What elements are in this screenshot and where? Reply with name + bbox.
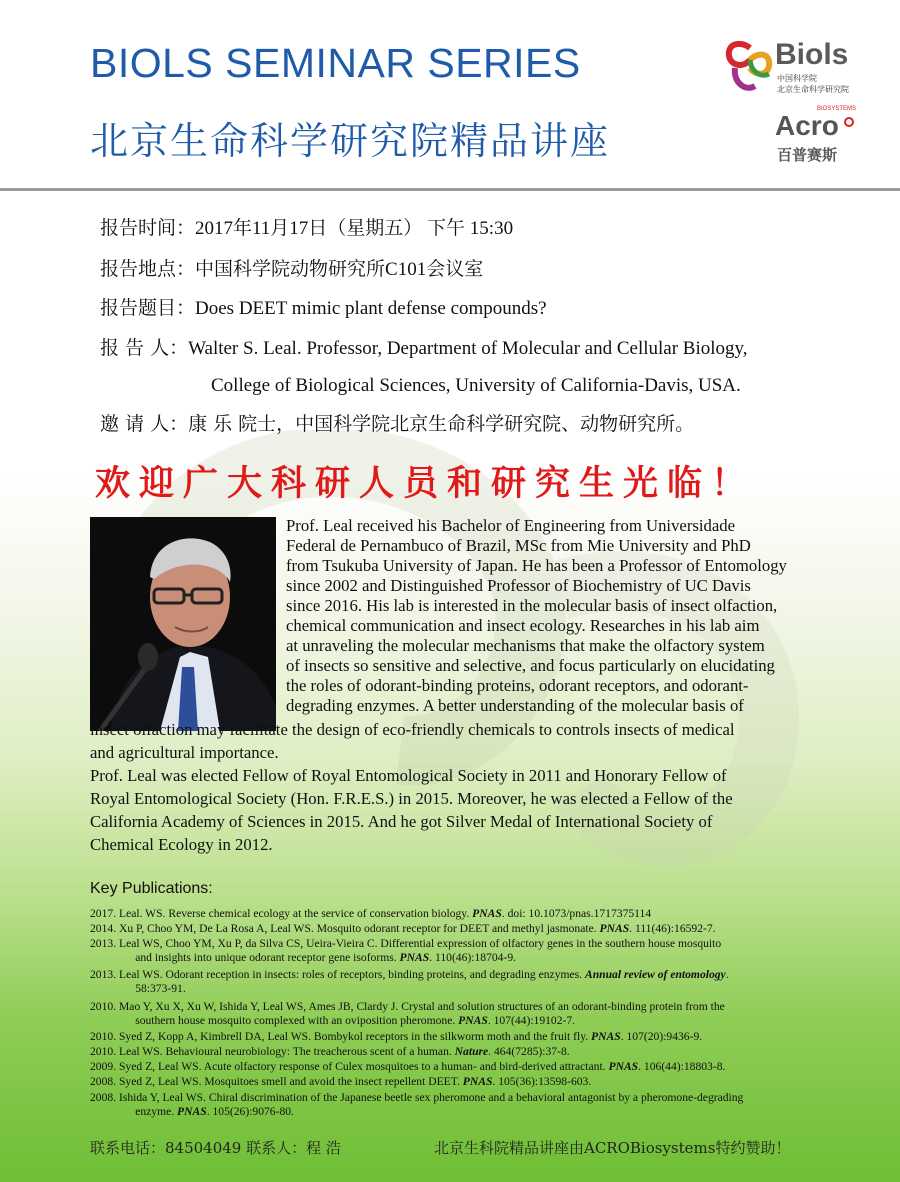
acro-biosystems-text: BIOSYSTEMS (817, 106, 857, 112)
pub-text: 2008. Ishida Y, Leal WS. Chiral discrimination of the Japanese beetle sex pheromone and a behavioral antagonist by a pheromone-degrading (90, 1091, 744, 1104)
info-speaker-line-2: College of Biological Sciences, University of California-Davis, USA. (211, 375, 741, 396)
publication-item (90, 1000, 725, 1014)
pub-text: . 107(20):9436-9. (620, 1030, 703, 1043)
pub-text: 2008. Syed Z, Leal WS. Mosquitoes smell and avoid the insect repellent DEET. (90, 1075, 463, 1088)
info-speaker-label: 报 告 人： (100, 337, 189, 359)
info-place-value: 中国科学院动物研究所C101会议室 (195, 259, 484, 280)
acro-wordmark: Acro (775, 110, 839, 141)
header-divider (0, 188, 900, 191)
pub-journal: Annual review of entomology (584, 968, 726, 981)
pub-journal: PNAS (458, 1014, 488, 1027)
pub-text: 2010. Leal WS. Behavioural neurobiology: The treacherous scent of a human. (90, 1045, 455, 1058)
bio-line: at unraveling the molecular mechanisms that make the olfactory system (286, 636, 765, 655)
publication-item (112, 982, 186, 996)
speaker-portrait-image (90, 517, 276, 731)
publication-item (90, 1030, 702, 1044)
biols-logo (725, 38, 875, 98)
info-topic-row (100, 296, 547, 321)
pub-text: . doi: 10.1073/pnas.1717375114 (501, 907, 652, 920)
pub-text: 58:373-91. (112, 982, 186, 995)
bio-line: since 2016. His lab is interested in the molecular basis of insect olfaction, (286, 596, 778, 615)
title-chinese: 北京生命科学研究院精品讲座 (90, 119, 611, 163)
bio-line: of insects so sensitive and selective, and focus particularly on elucidating (286, 656, 775, 675)
pub-text: 2010. Mao Y, Xu X, Xu W, Ishida Y, Leal WS, Ames JB, Clardy J. Crystal and solution structures of an odorant-binding protein from the (90, 1000, 725, 1013)
pub-text: . 107(44):19102-7. (487, 1014, 576, 1027)
pub-text: southern house mosquito complexed with an oviposition pheromone. (112, 1014, 459, 1027)
pub-text: 2014. Xu P, Choo YM, De La Rosa A, Leal WS. Mosquito odorant receptor for DEET and methyl jasmonate. (90, 922, 600, 935)
bio-line: the roles of odorant-binding proteins, odorant receptors, and odorant- (286, 676, 749, 695)
biols-subtitle-1: 中国科学院 (777, 74, 817, 83)
key-publications-heading: Key Publications: (90, 880, 213, 897)
pub-journal: PNAS (177, 1105, 207, 1118)
info-host-label: 邀 请 人： (100, 413, 189, 435)
info-time-label: 报告时间： (100, 217, 196, 239)
bio-line: insect olfaction may facilitate the design of eco-friendly chemicals to controls insects of medical (90, 720, 735, 739)
footer-sponsor: 北京生科院精品讲座由ACROBiosystems特约赞助！ (434, 1139, 791, 1157)
publication-item (90, 937, 721, 951)
publication-item (90, 1091, 743, 1105)
publication-item (90, 1045, 570, 1059)
bio-line: and agricultural importance. (90, 743, 279, 762)
bio-line: degrading enzymes. A better understanding of the molecular basis of (286, 696, 744, 715)
bio-line: chemical communication and insect ecology. Researches in his lab aim (286, 616, 760, 635)
footer-contact: 联系电话：84504049 联系人：程 浩 (90, 1139, 341, 1157)
info-host-value: 康 乐 院士，中国科学院北京生命科学研究院、动物研究所。 (188, 413, 695, 435)
biols-subtitle-2: 北京生命科学研究院 (777, 85, 849, 94)
pub-text: . 105(26):9076-80. (206, 1105, 294, 1118)
bio-line: from Tsukuba University of Japan. He has been a Professor of Entomology (286, 556, 787, 575)
biols-wordmark: Biols (775, 38, 849, 71)
publication-item (90, 1075, 591, 1089)
acro-chinese-name: 百普赛斯 (777, 146, 838, 164)
pub-journal: PNAS (608, 1060, 639, 1073)
bio-line: Prof. Leal received his Bachelor of Engineering from Universidade (286, 516, 736, 535)
pub-text: 2013. Leal WS. Odorant reception in insects: roles of receptors, binding proteins, and degrading enzymes. (90, 968, 585, 981)
pub-text: . (725, 968, 729, 981)
publication-item (90, 1060, 725, 1074)
pub-journal: PNAS (462, 1075, 493, 1088)
bio-line: California Academy of Sciences in 2015. And he got Silver Medal of International Society of (90, 812, 713, 831)
pub-journal: Nature (454, 1045, 489, 1058)
info-speaker-line-1: Walter S. Leal. Professor, Department of Molecular and Cellular Biology, (188, 338, 748, 359)
bio-line: since 2002 and Distinguished Professor of Biochemistry of UC Davis (286, 576, 751, 595)
pub-journal: PNAS (472, 907, 502, 920)
welcome-banner: 欢迎广大科研人员和研究生光临！ (95, 463, 756, 504)
pub-text: 2010. Syed Z, Kopp A, Kimbrell DA, Leal WS. Bombykol receptors in the silkworm moth and the fruit fly. (90, 1030, 592, 1043)
pub-journal: PNAS (399, 951, 430, 964)
publication-item (90, 968, 729, 982)
bio-line: Federal de Pernambuco of Brazil, MSc from Mie University and PhD (286, 536, 751, 555)
pub-text: . 111(46):16592-7. (629, 922, 716, 935)
bio-line: Chemical Ecology in 2012. (90, 835, 273, 854)
pub-text: 2013. Leal WS, Choo YM, Xu P, da Silva CS, Ueira-Vieira C. Differential expression of olfactory genes in the southern house mosquito (90, 937, 722, 950)
info-time-row (100, 216, 513, 241)
info-speaker-row (100, 336, 748, 361)
bio-line: Prof. Leal was elected Fellow of Royal Entomological Society in 2011 and Honorary Fellow of (90, 766, 727, 785)
pub-text: . 106(44):18803-8. (638, 1060, 726, 1073)
info-place-row (100, 257, 483, 282)
pub-text: . 105(36):13598-603. (492, 1075, 592, 1088)
pub-text: 2009. Syed Z, Leal WS. Acute olfactory response of Culex mosquitoes to a human- and bird-derived attractant. (90, 1060, 609, 1073)
info-time-value: 2017年11月17日（星期五） 下午 15:30 (195, 218, 514, 239)
pub-text: 2017. Leal. WS. Reverse chemical ecology at the service of conservation biology. (90, 907, 473, 920)
bio-line: Royal Entomological Society (Hon. F.R.E.S.) in 2015. Moreover, he was elected a Fellow of the (90, 789, 733, 808)
pub-text: enzyme. (112, 1105, 178, 1118)
publication-item (112, 1105, 294, 1119)
header (0, 0, 900, 190)
pub-journal: PNAS (599, 922, 630, 935)
pub-journal: PNAS (591, 1030, 621, 1043)
info-topic-label: 报告题目： (100, 297, 196, 319)
title-english: BIOLS SEMINAR SERIES (90, 40, 581, 86)
pub-text: . 110(46):18704-9. (429, 951, 517, 964)
acro-dot-icon (843, 116, 855, 128)
publication-item (90, 922, 716, 936)
publication-item (90, 907, 651, 921)
info-topic-value: Does DEET mimic plant defense compounds? (195, 298, 547, 319)
acro-logo (775, 106, 875, 166)
info-place-label: 报告地点： (100, 258, 196, 280)
pub-text: and insights into unique odorant receptor gene isoforms. (112, 951, 400, 964)
pub-text: . 464(7285):37-8. (488, 1045, 570, 1058)
info-host-row (100, 412, 694, 437)
publication-item (112, 1014, 575, 1028)
speaker-photo (90, 517, 276, 731)
publication-item (112, 951, 516, 965)
biols-emblem-icon (725, 38, 775, 96)
